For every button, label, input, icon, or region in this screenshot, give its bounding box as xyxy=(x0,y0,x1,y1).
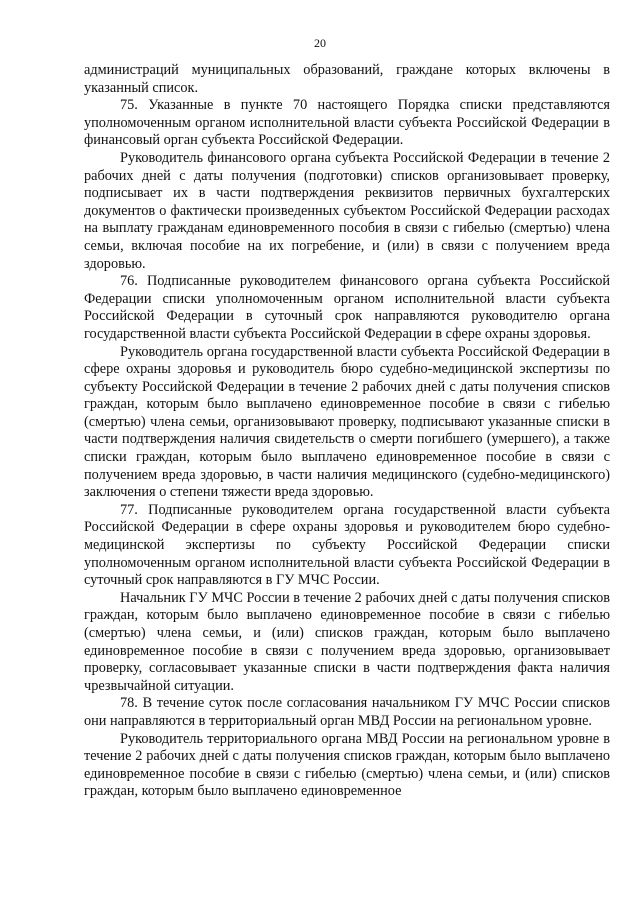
paragraph-76: 76. Подписанные руководителем финансового органа субъекта Российской Федерации списки уполномоченным органом исполнительной власти субъекта Российской Федерации в суточный срок направляются руководителю органа государственной власти субъекта Российской Федерации в сфере охраны здоровья. xyxy=(84,273,610,342)
paragraph-continuation: администраций муниципальных образований, граждане которых включены в указанный список. xyxy=(84,62,610,96)
paragraph-78-mvd-head: Руководитель территориального органа МВД России на региональном уровне в течение 2 рабочих дней с даты получения списков граждан, которым было выплачено единовременное пособие в связи с гибелью (смертью) члена семьи, и (или) списков граждан, которым было выплачено единовременное xyxy=(84,730,610,800)
paragraph-77: 77. Подписанные руководителем органа государственной власти субъекта Российской Федерации в сфере охраны здоровья и руководителем бюро судебно-медицинской экспертизы по субъекту Российской Федерации списки уполномоченным органом исполнительной власти субъекта Российской Федерации в суточный срок направляются в ГУ МЧС России. xyxy=(84,501,610,589)
paragraph-77-mchs-head: Начальник ГУ МЧС России в течение 2 рабочих дней с даты получения списков граждан, которым было выплачено единовременное пособие в связи с гибелью (смертью) члена семьи, и (или) списков граждан, которым было выплачено единовременное пособие в связи с получением вреда здоровью, организовывает проверку, согласовывает указанные списки в части подтверждения факта наличия чрезвычайной ситуации. xyxy=(84,589,610,694)
document-body xyxy=(84,62,610,801)
paragraph-75: 75. Указанные в пункте 70 настоящего Порядка списки представляются уполномоченным органом исполнительной власти субъекта Российской Федерации в финансовый орган субъекта Российской Федерации. xyxy=(84,97,610,149)
paragraph-78: 78. В течение суток после согласования начальником ГУ МЧС России списков они направляются в территориальный орган МВД России на региональном уровне. xyxy=(84,695,610,729)
paragraph-76-health-head: Руководитель органа государственной власти субъекта Российской Федерации в сфере охраны здоровья и руководитель бюро судебно-медицинской экспертизы по субъекту Российской Федерации в течение 2 рабочих дней с даты получения списков граждан, которым было выплачено единовременное пособие в связи с гибелью (смертью) члена семьи, организовывают проверку, подписывают указанные списки в части подтверждения наличия свидетельств о смерти погибшего (умершего), а также списки граждан, которым было выплачено единовременное пособие в связи с получением вреда здоровью, в части наличия медицинского (судебно-медицинского) заключения о степени тяжести вреда здоровью. xyxy=(84,343,610,501)
paragraph-75-finance-head: Руководитель финансового органа субъекта Российской Федерации в течение 2 рабочих дней с даты получения (подготовки) списков организовывает проверку, подписывает их в части подтверждения реквизитов первичных бухгалтерских документов о фактически произведенных субъектом Российской Федерации расходах на выплату гражданам единовременного пособия в связи с гибелью (смертью) члена семьи, включая пособие на их погребение, и (или) в связи с получением вреда здоровью. xyxy=(84,149,610,272)
page-number: 20 xyxy=(314,36,326,50)
